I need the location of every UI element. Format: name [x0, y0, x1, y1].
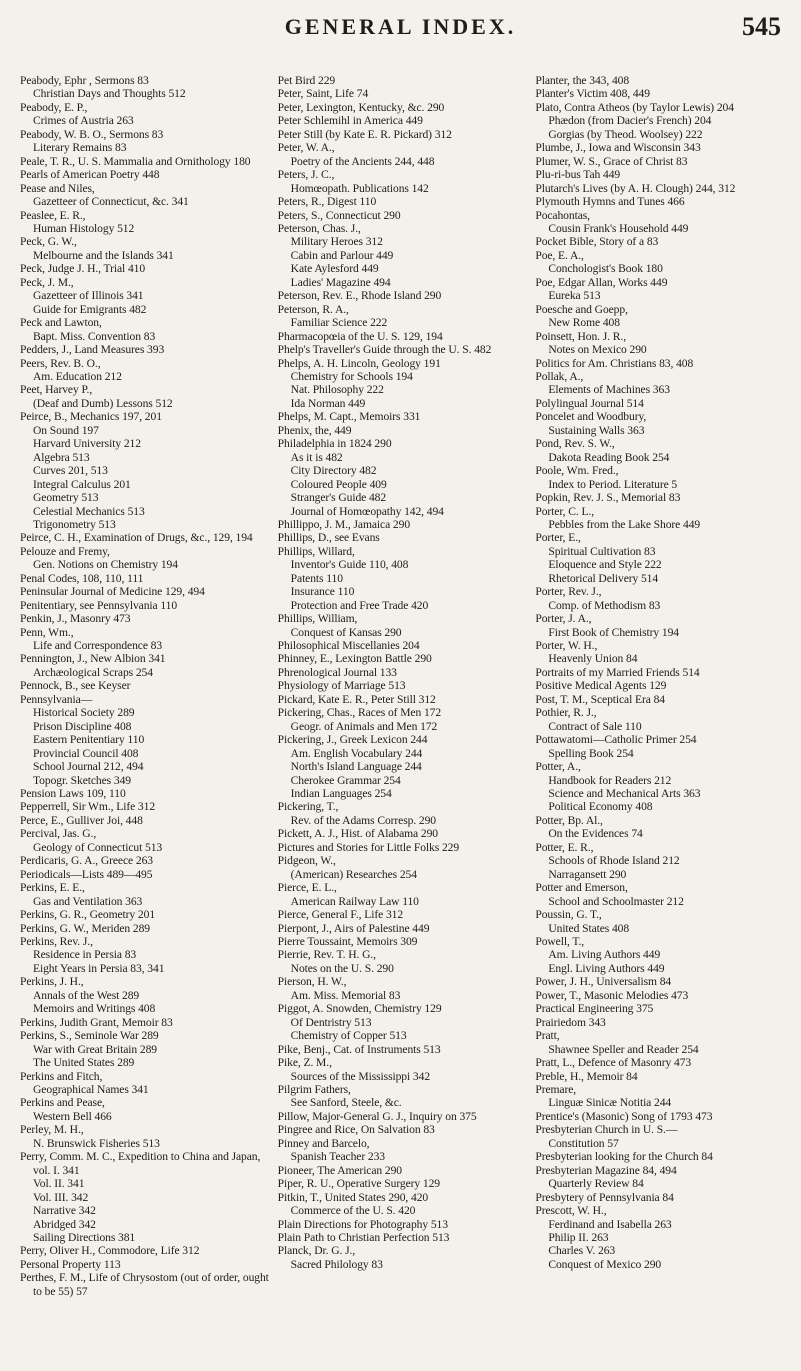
index-subentry: Human Histology 512 [33, 221, 135, 235]
index-subentry: Vol. III. 342 [33, 1190, 89, 1204]
index-entry: Planter, the 343, 408 [535, 74, 630, 87]
index-subentry: North's Island Language 244 [290, 760, 422, 774]
index-entry: Pet Bird 229 [277, 74, 336, 87]
index-entry: Pioneer, The American 290 [277, 1163, 402, 1177]
index-entry: Pickering, Chas., Races of Men 172 [277, 706, 442, 720]
index-subentry: Spelling Book 254 [548, 746, 634, 760]
index-subentry: Conchologist's Book 180 [548, 262, 663, 276]
index-entry: Perkins, G. R., Geometry 201 [20, 908, 156, 922]
index-entry: Positive Medical Agents 129 [535, 679, 667, 693]
index-subentry: Gazetteer of Illinois 341 [33, 289, 144, 303]
index-entry: Pedders, J., Land Measures 393 [20, 343, 165, 357]
index-entry: Peter, Lexington, Kentucky, &c. 290 [277, 100, 445, 114]
index-entry: Powell, T., [535, 935, 585, 948]
index-subentry: Notes on the U. S. 290 [290, 961, 394, 975]
index-entry: Personal Property 113 [20, 1257, 121, 1271]
index-entry: Pierce, E. L., [277, 881, 337, 895]
index-subentry: War with Great Britain 289 [33, 1042, 157, 1056]
index-entry: Pension Laws 109, 110 [20, 787, 126, 801]
index-subentry: New Rome 408 [548, 316, 620, 330]
index-entry: Poe, Edgar Allan, Works 449 [535, 275, 668, 289]
index-subentry: Cherokee Grammar 254 [290, 773, 401, 787]
index-entry: Pocket Bible, Story of a 83 [535, 235, 659, 249]
index-entry: Phelps, M. Capt., Memoirs 331 [277, 410, 421, 424]
index-entry: Pollak, A., [535, 369, 584, 383]
index-subentry: Nat. Philosophy 222 [290, 383, 384, 397]
index-subentry: Linguæ Sinicæ Notitia 244 [548, 1096, 672, 1110]
index-entry: Perry, Oliver H., Commodore, Life 312 [20, 1244, 200, 1258]
index-entry: Philosophical Miscellanies 204 [277, 639, 420, 653]
index-entry: Peabody, Ephr , Sermons 83 [20, 74, 149, 87]
index-entry: Philadelphia in 1824 290 [277, 437, 392, 451]
index-entry: Pennock, B., see Keyser [20, 679, 131, 693]
index-entry: Politics for Am. Christians 83, 408 [535, 356, 694, 370]
index-entry: Penitentiary, see Pennsylvania 110 [20, 598, 178, 612]
index-entry: Porter, E., [535, 531, 581, 545]
index-entry: Phillips, Willard, [277, 544, 355, 558]
index-entry: Porter, W. H., [535, 639, 598, 653]
index-subentry: (American) Researches 254 [290, 867, 417, 881]
index-entry: Plumbe, J., Iowa and Wisconsin 343 [535, 141, 701, 155]
index-subentry: Narragansett 290 [548, 867, 627, 881]
index-entry: Pickard, Kate E. R., Peter Still 312 [277, 692, 436, 706]
index-subentry: Chemistry of Copper 513 [290, 1029, 407, 1043]
index-subentry: Am. English Vocabulary 244 [290, 746, 423, 760]
index-entry: Plato, Contra Atheos (by Taylor Lewis) 204 [535, 100, 734, 114]
index-entry: Pickett, A. J., Hist. of Alabama 290 [277, 827, 438, 841]
index-entry: Potter, A., [535, 760, 581, 774]
index-subentry: See Sanford, Steele, &c. [290, 1096, 402, 1110]
index-subentry: Protection and Free Trade 420 [290, 598, 429, 612]
index-subentry: Military Heroes 312 [290, 235, 383, 249]
index-subentry: Archæological Scraps 254 [33, 665, 153, 679]
index-subentry: Science and Mechanical Arts 363 [548, 787, 701, 801]
index-entry: Pennington, J., New Albion 341 [20, 652, 166, 666]
index-entry: Pratt, [535, 1029, 560, 1043]
index-subentry: Eureka 513 [548, 289, 601, 303]
index-subentry: Gas and Ventilation 363 [33, 894, 143, 908]
index-entry: Presbyterian Church in U. S.— [535, 1123, 678, 1137]
index-entry: Prentice's (Masonic) Song of 1793 473 [535, 1109, 713, 1123]
index-subentry: Conquest of Kansas 290 [290, 625, 402, 639]
index-column-2 [278, 74, 528, 1364]
page-number: 545 [742, 12, 781, 41]
index-subentry: Engl. Living Authors 449 [548, 961, 665, 975]
index-entry: Peck and Lawton, [20, 316, 102, 330]
index-subentry: Index to Period. Literature 5 [548, 477, 678, 491]
index-subentry: Historical Society 289 [33, 706, 135, 720]
index-entry: Plumer, W. S., Grace of Christ 83 [535, 154, 688, 168]
index-entry: Peaslee, E. R., [20, 208, 86, 222]
index-subentry: First Book of Chemistry 194 [548, 625, 679, 639]
index-entry: Plymouth Hymns and Tunes 466 [535, 195, 685, 209]
index-subentry: Gorgias (by Theod. Woolsey) 222 [548, 127, 703, 141]
index-entry: Porter, C. L., [535, 504, 595, 518]
index-subentry: Gazetteer of Connecticut, &c. 341 [33, 195, 189, 209]
index-subentry: Christian Days and Thoughts 512 [33, 87, 186, 101]
index-entry: Preble, H., Memoir 84 [535, 1069, 638, 1083]
index-subentry: Rev. of the Adams Corresp. 290 [290, 813, 437, 827]
index-subentry: Kate Aylesford 449 [290, 262, 379, 276]
index-entry: Pothier, R. J., [535, 706, 597, 720]
index-subentry: United States 408 [548, 921, 630, 935]
index-subentry: Topogr. Sketches 349 [33, 773, 131, 787]
index-entry: Peirce, C. H., Examination of Drugs, &c., 129, 194 [20, 531, 253, 545]
index-subentry: Patents 110 [290, 571, 343, 585]
index-entry: Peck, G. W., [20, 235, 77, 249]
index-subentry: Provincial Council 408 [33, 746, 139, 760]
index-subentry: American Railway Law 110 [290, 894, 419, 908]
index-entry: Perkins, J. H., [20, 975, 84, 989]
index-entry: Perkins, E. E., [20, 881, 85, 895]
index-subentry: Residence in Persia 83 [33, 948, 137, 962]
index-entry: Pike, Z. M., [277, 1056, 332, 1070]
index-subentry: Trigonometry 513 [33, 517, 116, 531]
index-entry: Phrenological Journal 133 [277, 665, 397, 679]
index-subentry: Annals of the West 289 [33, 988, 140, 1002]
index-entry: Peck, J. M., [20, 275, 74, 289]
index-subentry: Political Economy 408 [548, 800, 653, 814]
index-subentry: Poetry of the Ancients 244, 448 [290, 154, 435, 168]
index-entry: Popkin, Rev. J. S., Memorial 83 [535, 491, 681, 505]
index-entry: Phillips, D., see Evans [277, 531, 380, 545]
index-subentry: Memoirs and Writings 408 [33, 1002, 156, 1016]
index-subentry: Cabin and Parlour 449 [290, 248, 394, 262]
index-subentry: Journal of Homœopathy 142, 494 [290, 504, 444, 518]
index-entry: Pierce, General F., Life 312 [277, 908, 404, 922]
index-entry: Pitkin, T., United States 290, 420 [277, 1190, 429, 1204]
index-subentry: Narrative 342 [33, 1204, 96, 1218]
index-subentry: Ladies' Magazine 494 [290, 275, 391, 289]
index-subentry: As it is 482 [290, 450, 343, 464]
index-entry: Phenix, the, 449 [277, 423, 352, 437]
index-entry: Pilgrim Fathers, [277, 1082, 351, 1096]
index-entry: Perce, E., Gulliver Joi, 448 [20, 813, 143, 827]
index-entry: Presbyterian Magazine 84, 494 [535, 1163, 677, 1177]
index-entry: Peter Schlemihl in America 449 [277, 114, 423, 128]
index-subentry: Am. Miss. Memorial 83 [290, 988, 401, 1002]
index-subentry: Notes on Mexico 290 [548, 343, 647, 357]
index-subentry: Of Dentristry 513 [290, 1015, 372, 1029]
index-subentry: Geology of Connecticut 513 [33, 840, 163, 854]
index-entry: Peterson, R. A., [277, 302, 349, 316]
index-entry: Poe, E. A., [535, 248, 584, 262]
index-entry: Pond, Rev. S. W., [535, 437, 615, 451]
index-subentry: City Directory 482 [290, 464, 377, 478]
index-subentry: Sustaining Walls 363 [548, 423, 645, 437]
index-subentry: Prison Discipline 408 [33, 719, 132, 733]
index-column-1 [20, 74, 270, 1364]
index-entry: Perkins, Judith Grant, Memoir 83 [20, 1015, 173, 1029]
index-subentry: Constitution 57 [548, 1136, 619, 1150]
running-title: GENERAL INDEX. [284, 14, 517, 39]
index-entry: Phinney, E., Lexington Battle 290 [277, 652, 432, 666]
index-entry: Practical Engineering 375 [535, 1002, 654, 1016]
index-entry: Perthes, F. M., Life of Chrysostom (out of order, ought to be 55) 57 [20, 1271, 269, 1298]
index-subentry: School and Schoolmaster 212 [548, 894, 684, 908]
index-subentry: Handbook for Readers 212 [548, 773, 672, 787]
index-subentry: Geographical Names 341 [33, 1082, 149, 1096]
index-entry: Potter and Emerson, [535, 881, 628, 895]
index-entry: Penn, Wm., [20, 625, 74, 639]
index-subentry: Eight Years in Persia 83, 341 [33, 961, 165, 975]
index-subentry: Philip II. 263 [548, 1230, 609, 1244]
index-entry: Pierre Toussaint, Memoirs 309 [277, 935, 418, 948]
index-entry: Perkins and Fitch, [20, 1069, 103, 1083]
index-entry: Poole, Wm. Fred., [535, 464, 619, 478]
index-subentry: On Sound 197 [33, 423, 99, 437]
index-subentry: Eastern Penitentiary 110 [33, 733, 145, 747]
index-entry: Pierrie, Rev. T. H. G., [277, 948, 376, 962]
index-subentry: Charles V. 263 [548, 1244, 616, 1258]
index-entry: Peirce, B., Mechanics 197, 201 [20, 410, 162, 424]
index-entry: Perkins, G. W., Meriden 289 [20, 921, 150, 935]
index-entry: Pinney and Barcelo, [277, 1136, 370, 1150]
index-subentry: Melbourne and the Islands 341 [33, 248, 174, 262]
index-subentry: Sailing Directions 381 [33, 1230, 136, 1244]
index-entry: Planck, Dr. G. J., [277, 1244, 356, 1258]
index-subentry: Geogr. of Animals and Men 172 [290, 719, 438, 733]
index-subentry: Curves 201, 513 [33, 464, 108, 478]
index-subentry: Harvard University 212 [33, 437, 141, 451]
index-entry: Presbyterian looking for the Church 84 [535, 1150, 713, 1164]
index-entry: Poncelet and Woodbury, [535, 410, 647, 424]
index-column-3 [535, 74, 785, 1364]
index-entry: Peter, W. A., [277, 141, 335, 155]
index-entry: Pickering, J., Greek Lexicon 244 [277, 733, 428, 747]
index-entry: Perry, Comm. M. C., Expedition to China and Japan, vol. I. 341 [20, 1150, 261, 1177]
index-subentry: Ferdinand and Isabella 263 [548, 1217, 672, 1231]
index-entry: Potter, E. R., [535, 840, 594, 854]
index-entry: Perkins, S., Seminole War 289 [20, 1029, 159, 1043]
index-subentry: Spiritual Cultivation 83 [548, 544, 656, 558]
index-entry: Plain Path to Christian Perfection 513 [277, 1230, 450, 1244]
index-entry: Peter Still (by Kate E. R. Pickard) 312 [277, 127, 452, 141]
index-subentry: Inventor's Guide 110, 408 [290, 558, 409, 572]
index-entry: Penal Codes, 108, 110, 111 [20, 571, 144, 585]
index-subentry: Insurance 110 [290, 585, 355, 599]
index-entry: Premare, [535, 1082, 577, 1096]
index-entry: Poussin, G. T., [535, 908, 602, 922]
index-entry: Peck, Judge J. H., Trial 410 [20, 262, 146, 276]
index-entry: Peter, Saint, Life 74 [277, 87, 369, 101]
index-entry: Percival, Jas. G., [20, 827, 97, 841]
index-subentry: Literary Remains 83 [33, 141, 127, 155]
index-entry: Peters, S., Connecticut 290 [277, 208, 401, 222]
index-entry: Pennsylvania— [20, 692, 93, 706]
index-columns [20, 74, 785, 1364]
index-entry: Piggot, A. Snowden, Chemistry 129 [277, 1002, 442, 1016]
index-subentry: Quarterly Review 84 [548, 1177, 644, 1191]
index-subentry: N. Brunswick Fisheries 513 [33, 1136, 160, 1150]
index-entry: Porter, J. A., [535, 612, 592, 626]
index-entry: Polylingual Journal 514 [535, 396, 644, 410]
index-subentry: Celestial Mechanics 513 [33, 504, 145, 518]
index-entry: Phelps, A. H. Lincoln, Geology 191 [277, 356, 441, 370]
index-entry: Post, T. M., Sceptical Era 84 [535, 692, 666, 706]
index-subentry: Phædon (from Dacier's French) 204 [548, 114, 712, 128]
index-entry: Portraits of my Married Friends 514 [535, 665, 700, 679]
index-subentry: Integral Calculus 201 [33, 477, 131, 491]
index-subentry: Commerce of the U. S. 420 [290, 1204, 416, 1218]
index-entry: Physiology of Marriage 513 [277, 679, 406, 693]
index-entry: Peterson, Rev. E., Rhode Island 290 [277, 289, 442, 303]
index-entry: Pierpont, J., Airs of Palestine 449 [277, 921, 430, 935]
index-entry: Peale, T. R., U. S. Mammalia and Ornithology 180 [20, 154, 251, 168]
index-entry: Periodicals—Lists 489—495 [20, 867, 153, 881]
index-subentry: Dakota Reading Book 254 [548, 450, 670, 464]
index-subentry: Conquest of Mexico 290 [548, 1257, 662, 1271]
index-entry: Peabody, E. P., [20, 100, 88, 114]
index-subentry: The United States 289 [33, 1056, 135, 1070]
index-subentry: Vol. II. 341 [33, 1177, 85, 1191]
index-subentry: Abridged 342 [33, 1217, 96, 1231]
index-entry: Peers, Rev. B. O., [20, 356, 101, 370]
index-entry: Pidgeon, W., [277, 854, 336, 868]
index-entry: Perkins and Pease, [20, 1096, 105, 1110]
index-subentry: Pebbles from the Lake Shore 449 [548, 517, 701, 531]
index-entry: Perkins, Rev. J., [20, 935, 93, 948]
index-entry: Poinsett, Hon. J. R., [535, 329, 627, 343]
index-entry: Pease and Niles, [20, 181, 95, 195]
index-subentry: Sacred Philology 83 [290, 1257, 383, 1271]
index-subentry: Comp. of Methodism 83 [548, 598, 661, 612]
index-entry: Pelouze and Fremy, [20, 544, 110, 558]
index-entry: Presbytery of Pennsylvania 84 [535, 1190, 674, 1204]
index-entry: Power, T., Masonic Melodies 473 [535, 988, 689, 1002]
index-entry: Peet, Harvey P., [20, 383, 93, 397]
index-subentry: School Journal 212, 494 [33, 760, 144, 774]
index-entry: Perdicaris, G. A., Greece 263 [20, 854, 153, 868]
index-entry: Prairiedom 343 [535, 1015, 606, 1029]
index-subentry: Cousin Frank's Household 449 [548, 221, 689, 235]
index-subentry: Am. Education 212 [33, 369, 122, 383]
index-subentry: Guide for Emigrants 482 [33, 302, 147, 316]
index-subentry: Bapt. Miss. Convention 83 [33, 329, 156, 343]
index-subentry: Heavenly Union 84 [548, 652, 638, 666]
index-entry: Pike, Benj., Cat. of Instruments 513 [277, 1042, 441, 1056]
index-entry: Poesche and Goepp, [535, 302, 628, 316]
index-subentry: Elements of Machines 363 [548, 383, 670, 397]
index-subentry: Schools of Rhode Island 212 [548, 854, 680, 868]
index-subentry: Ida Norman 449 [290, 396, 366, 410]
index-subentry: Eloquence and Style 222 [548, 558, 662, 572]
index-entry: Pharmacopœia of the U. S. 129, 194 [277, 329, 443, 343]
index-entry: Plutarch's Lives (by A. H. Clough) 244, 312 [535, 181, 736, 195]
index-entry: Penkin, J., Masonry 473 [20, 612, 131, 626]
index-entry: Pepperrell, Sir Wm., Life 312 [20, 800, 156, 814]
index-entry: Plain Directions for Photography 513 [277, 1217, 448, 1231]
index-subentry: Am. Living Authors 449 [548, 948, 661, 962]
index-subentry: Stranger's Guide 482 [290, 491, 387, 505]
index-entry: Plu-ri-bus Tah 449 [535, 168, 621, 182]
index-entry: Planter's Victim 408, 449 [535, 87, 650, 101]
index-entry: Peabody, W. B. O., Sermons 83 [20, 127, 164, 141]
index-entry: Porter, Rev. J., [535, 585, 602, 599]
index-subentry: Familiar Science 222 [290, 316, 388, 330]
index-subentry: Homœopath. Publications 142 [290, 181, 429, 195]
index-subentry: Life and Correspondence 83 [33, 639, 163, 653]
index-entry: Phelp's Traveller's Guide through the U. S. 482 [277, 343, 492, 357]
index-subentry: Spanish Teacher 233 [290, 1150, 385, 1164]
index-entry: Peterson, Chas. J., [277, 221, 361, 235]
index-subentry: Rhetorical Delivery 514 [548, 571, 659, 585]
index-subentry: Coloured People 409 [290, 477, 387, 491]
index-entry: Prescott, W. H., [535, 1204, 607, 1218]
index-entry: Perley, M. H., [20, 1123, 84, 1137]
index-subentry: On the Evidences 74 [548, 827, 643, 841]
index-entry: Pearls of American Poetry 448 [20, 168, 160, 182]
index-subentry: (Deaf and Dumb) Lessons 512 [33, 396, 173, 410]
index-entry: Peters, R., Digest 110 [277, 195, 377, 209]
index-subentry: Chemistry for Schools 194 [290, 369, 413, 383]
index-subentry: Shawnee Speller and Reader 254 [548, 1042, 699, 1056]
index-entry: Potter, Bp. Al., [535, 813, 603, 827]
index-subentry: Crimes of Austria 263 [33, 114, 134, 128]
index-entry: Pickering, T., [277, 800, 339, 814]
index-entry: Peters, J. C., [277, 168, 335, 182]
index-subentry: Indian Languages 254 [290, 787, 392, 801]
index-subentry: Algebra 513 [33, 450, 90, 464]
index-entry: Peninsular Journal of Medicine 129, 494 [20, 585, 205, 599]
index-subentry: Gen. Notions on Chemistry 194 [33, 558, 178, 572]
index-entry: Pingree and Rice, On Salvation 83 [277, 1123, 435, 1137]
index-entry: Pocahontas, [535, 208, 590, 222]
index-entry: Pottawatomi—Catholic Primer 254 [535, 733, 697, 747]
index-subentry: Western Bell 466 [33, 1109, 112, 1123]
index-entry: Pillow, Major-General G. J., Inquiry on 375 [277, 1109, 477, 1123]
index-entry: Power, J. H., Universalism 84 [535, 975, 672, 989]
index-subentry: Geometry 513 [33, 491, 99, 505]
index-entry: Phillippo, J. M., Jamaica 290 [277, 517, 411, 531]
index-subentry: Contract of Sale 110 [548, 719, 642, 733]
index-entry: Pictures and Stories for Little Folks 229 [277, 840, 460, 854]
index-entry: Pierson, H. W., [277, 975, 347, 989]
index-entry: Piper, R. U., Operative Surgery 129 [277, 1177, 440, 1191]
index-entry: Phillips, William, [277, 612, 358, 626]
index-subentry: Sources of the Mississippi 342 [290, 1069, 431, 1083]
index-entry: Pratt, L., Defence of Masonry 473 [535, 1056, 692, 1070]
